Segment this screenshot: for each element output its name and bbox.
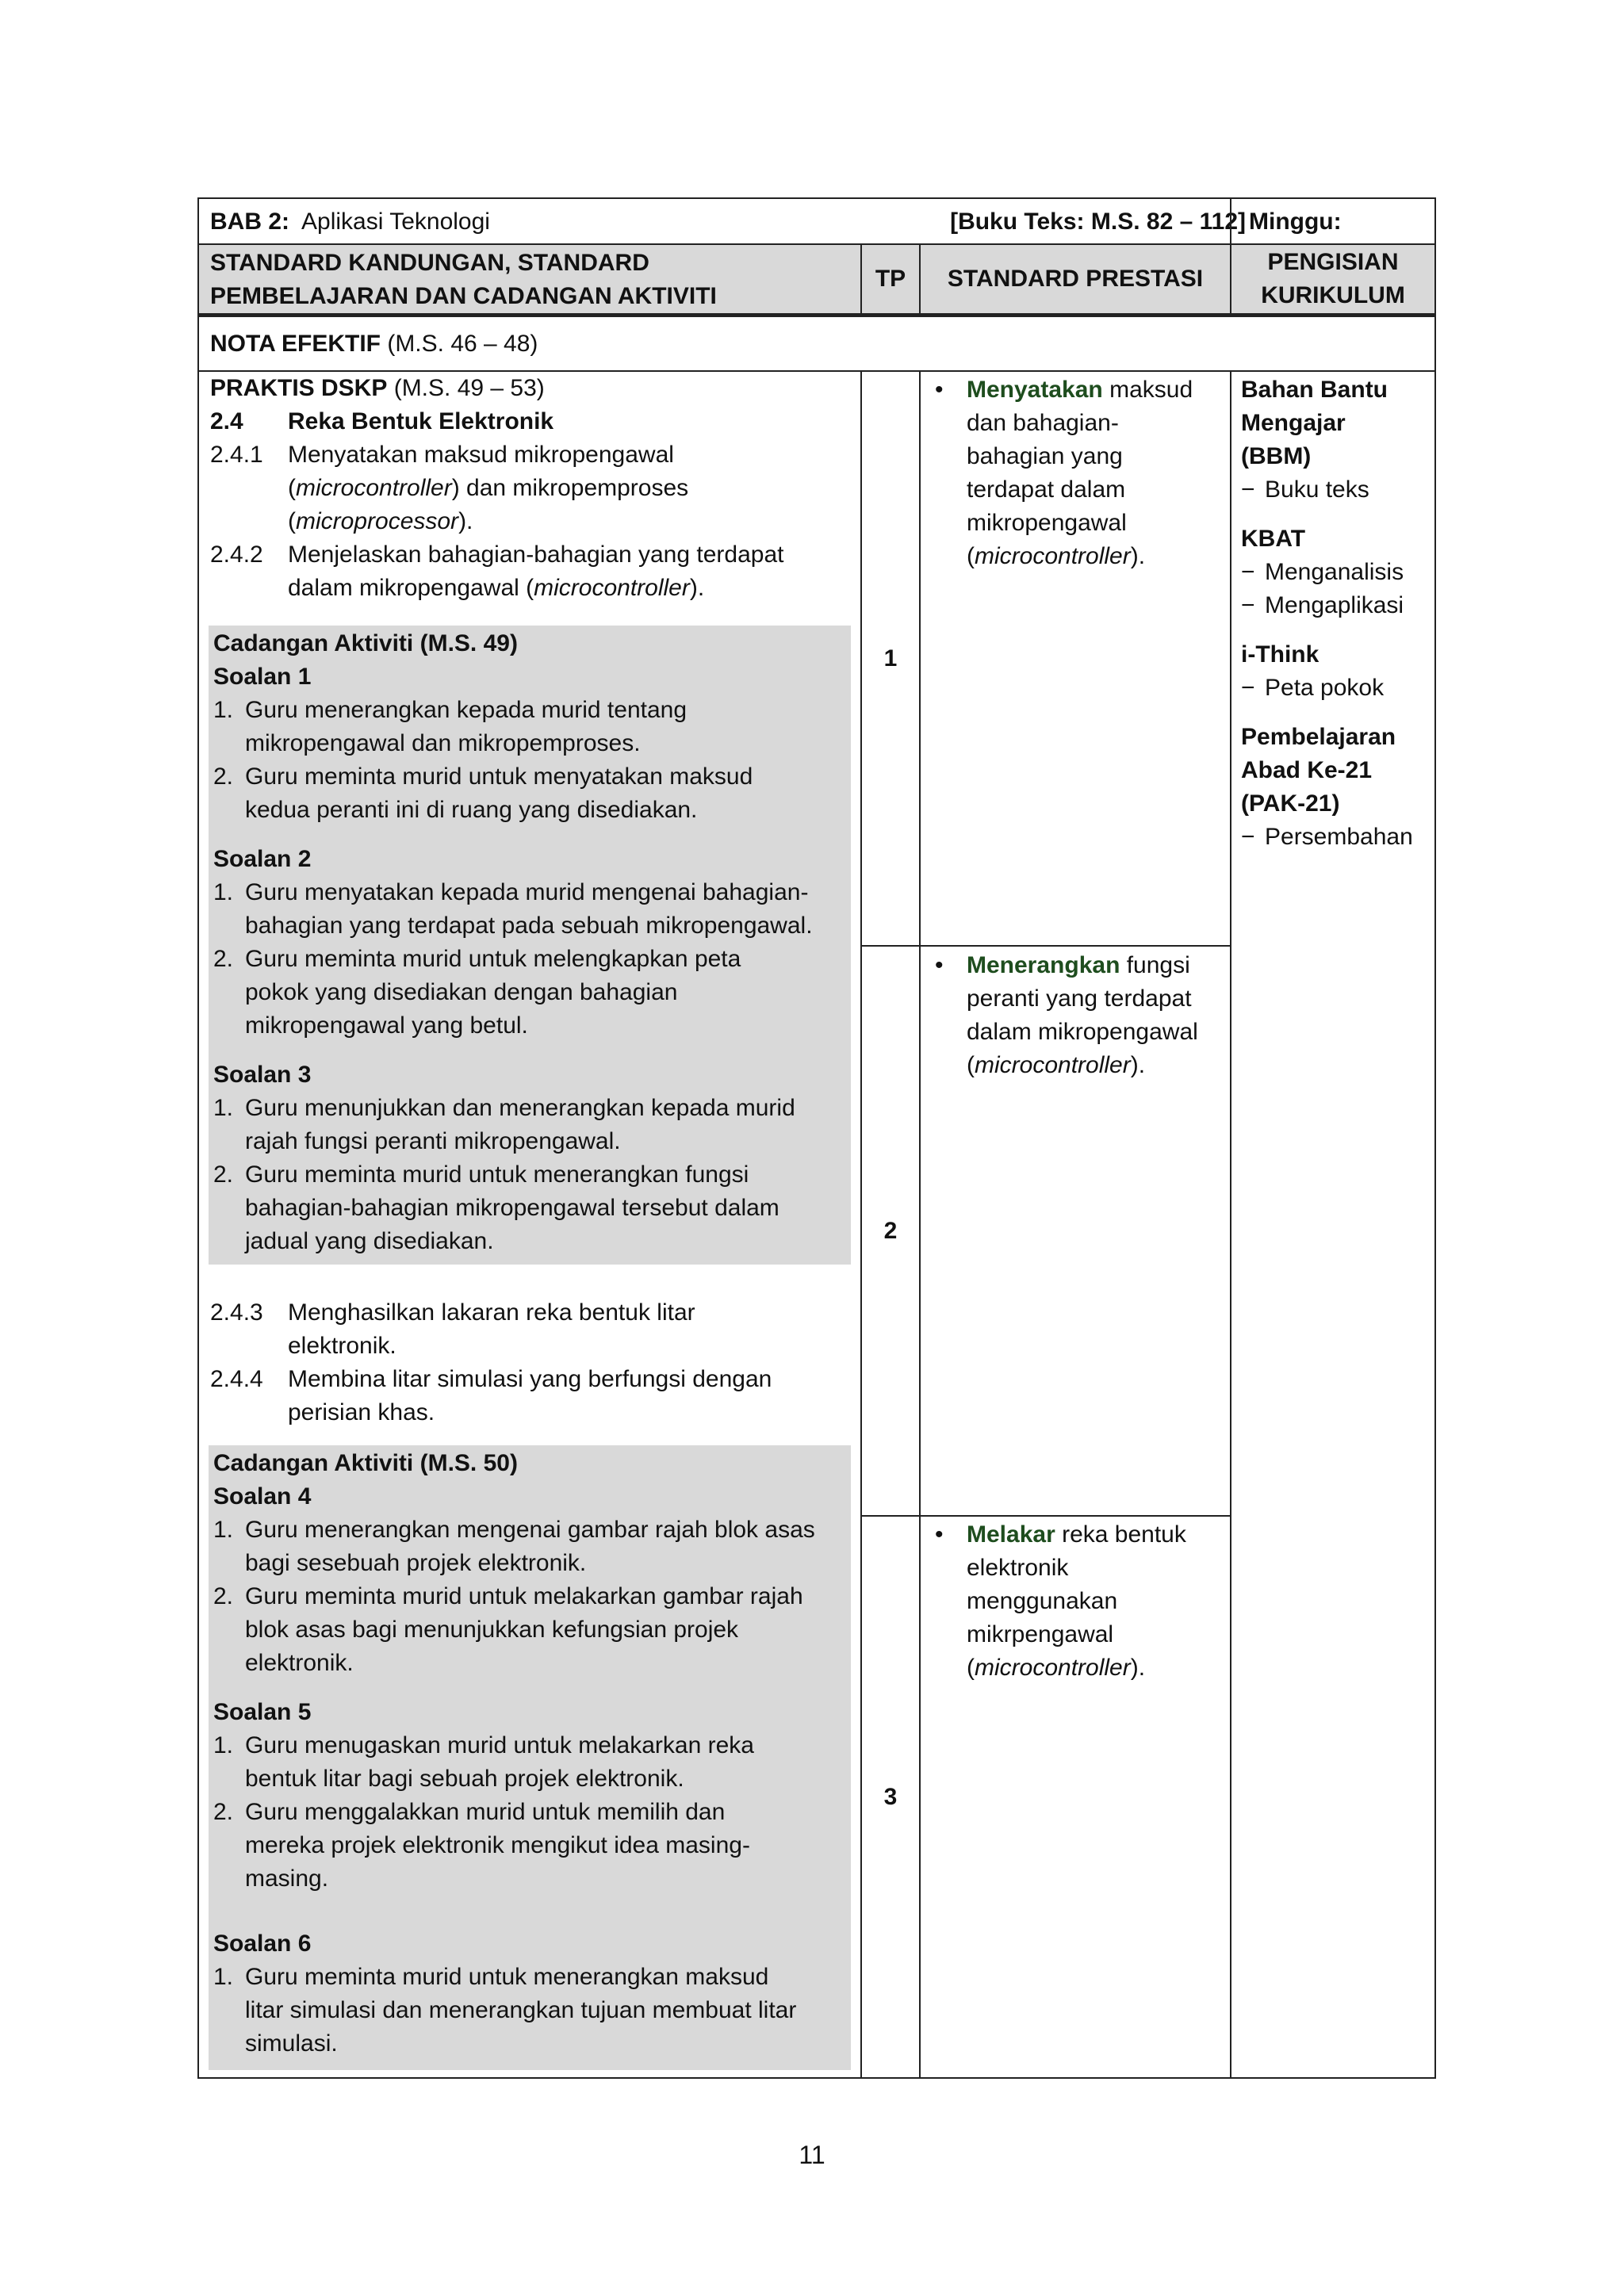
col-header-pengisian: PENGISIAN KURIKULUM	[1231, 245, 1434, 313]
bab-label: BAB 2:	[210, 209, 290, 235]
activity-box-2: Cadangan Aktiviti (M.S. 50) Soalan 4 1. Guru menerangkan mengenai gambar rajah blok asas bagi sesebuah projek elektronik. 2. Guru meminta murid untuk melakarkan gambar rajah blok asas bagi menunjukkan kefungsian projek elektronik. Soalan 5 1. Guru menugaskan murid untuk melakarkan reka bentuk litar bagi sebuah projek elektronik. 2. Guru menggalakkan murid untuk memilih dan mereka projek elektronik mengikut idea masing- masing. Soalan 6 1. Guru meminta murid untuk menerangkan maksud litar simulasi dan menerangkan tujuan membuat litar simulasi.	[209, 1445, 851, 2070]
tp-level-3: 3	[883, 1783, 898, 1810]
standard-middle: 2.4.3 Menghasilkan lakaran reka bentuk litar elektronik. 2.4.4 Membina litar simulasi yang berfungsi dengan perisian khas.	[210, 1299, 772, 1425]
dash-icon: −	[1241, 824, 1255, 850]
bullet-icon: •	[935, 952, 944, 978]
topic-heading: 2.4 Reka Bentuk Elektronik	[210, 408, 554, 434]
prestasi-1: • Menyatakan maksud dan bahagian- bahagian yang terdapat dalam mikropengawal (microcontroller).	[935, 373, 1225, 573]
dash-icon: −	[1241, 592, 1255, 618]
dash-icon: −	[1241, 675, 1255, 701]
prestasi-2: • Menerangkan fungsi peranti yang terdapat dalam mikropengawal (microcontroller).	[935, 949, 1225, 1082]
header-bab	[210, 205, 1003, 239]
activity-box-1: Cadangan Aktiviti (M.S. 49) Soalan 1 1. Guru menerangkan kepada murid tentang mikropengawal dan mikropemproses. 2. Guru meminta murid untuk menyatakan maksud kedua peranti ini di ruang yang disediakan. Soalan 2 1. Guru menyatakan kepada murid mengenai bahagian- bahagian yang terdapat pada sebuah mikropengawal. 2. Guru meminta murid untuk melengkapkan peta pokok yang disediakan dengan bahagian mikropengawal yang betul. Soalan 3 1. Guru menunjukkan dan menerangkan kepada murid rajah fungsi peranti mikropengawal. 2. Guru meminta murid untuk menerangkan fungsi bahagian-bahagian mikropengawal tersebut dalam jadual yang disediakan.	[209, 626, 851, 1265]
col-header-prestasi: STANDARD PRESTASI	[921, 245, 1230, 313]
bullet-icon: •	[935, 377, 944, 403]
dash-icon: −	[1241, 476, 1255, 503]
nota-efektif: NOTA EFEKTIF (M.S. 46 – 48)	[210, 331, 538, 357]
bab-title: Aplikasi Teknologi	[301, 209, 490, 235]
pengisian-kurikulum: Bahan Bantu Mengajar (BBM) − Buku teks KBAT − Menganalisis − Mengaplikasi i-Think − Peta pokok Pembelajaran Abad Ke-21 (PAK-21) − Persembahan	[1241, 373, 1431, 854]
standard-upper: PRAKTIS DSKP (M.S. 49 – 53) 2.4 Reka Bentuk Elektronik 2.4.1 Menyatakan maksud mikropengawal (microcontroller) dan mikropemproses (microprocessor). 2.4.2 Menjelaskan bahagian-bahagian yang terdapat dalam mikropengawal (microcontroller).	[210, 372, 852, 605]
minggu-label: Minggu:	[1249, 209, 1342, 235]
buku-teks-ref: [Buku Teks: M.S. 82 – 112]	[950, 209, 1246, 235]
tp-level-1: 1	[883, 645, 898, 672]
tp-level-2: 2	[883, 1217, 898, 1244]
curriculum-table	[197, 197, 1436, 2079]
prestasi-3: • Melakar reka bentuk elektronik menggunakan mikrpengawal (microcontroller).	[935, 1518, 1225, 1685]
col-header-standard: STANDARD KANDUNGAN, STANDARD PEMBELAJARAN DAN CADANGAN AKTIVITI	[199, 245, 860, 313]
page-number: 11	[799, 2141, 825, 2169]
bullet-icon: •	[935, 1521, 944, 1548]
dash-icon: −	[1241, 559, 1255, 585]
col-header-tp: TP	[862, 245, 919, 313]
